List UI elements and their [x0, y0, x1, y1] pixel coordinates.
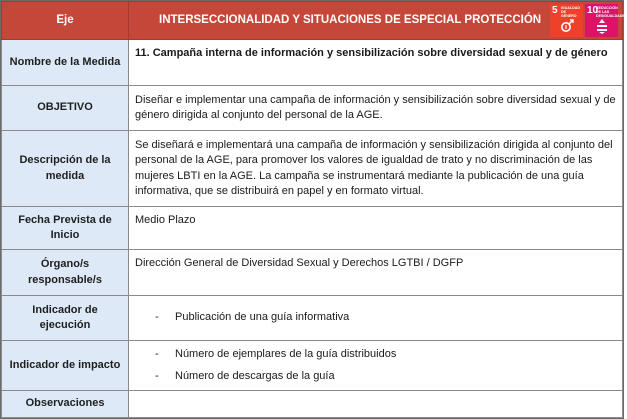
sdg-10-text: REDUCCIÓN DE LAS DESIGUALDADES — [596, 6, 627, 18]
row-fecha — [2, 207, 623, 250]
row-nombre — [2, 40, 623, 86]
impacto-list — [135, 347, 616, 385]
row-observaciones — [2, 391, 623, 418]
sdg-badges — [550, 4, 627, 37]
value-objetivo: Diseñar e implementar una campaña de información y sensibilización sobre diversidad sexual y de género dirigida al conjunto del personal de la AGE. — [129, 86, 623, 131]
gender-equality-icon — [559, 18, 575, 34]
value-observaciones — [129, 391, 623, 418]
label-observaciones: Observaciones — [2, 391, 129, 418]
row-objetivo — [2, 86, 623, 131]
row-ejecucion — [2, 296, 623, 341]
label-fecha: Fecha Prevista de Inicio — [2, 207, 129, 250]
value-fecha: Medio Plazo — [129, 207, 623, 250]
header-title: INTERSECCIONALIDAD Y SITUACIONES DE ESPECIAL PROTECCIÓN — [159, 13, 542, 26]
list-item: - Número de descargas de la guía — [155, 370, 335, 382]
row-descripcion — [2, 131, 623, 207]
value-descripcion: Se diseñará e implementará una campaña de información y sensibilización dirigida al conjunto del personal de la AGE, para promover los valores de igualdad de trato y no discriminación de las mujeres LBTI en la AGE. La campaña se instrumentará mediante la publicación de una guía informativa, que se distribuirá en papel y en formato virtual. — [129, 131, 623, 207]
sdg-5-text: IGUALDAD DE GÉNERO — [561, 6, 580, 18]
label-descripcion: Descripción de la medida — [2, 131, 129, 207]
row-organo — [2, 250, 623, 296]
header-title-cell — [129, 2, 627, 40]
ejecucion-list — [135, 310, 616, 326]
label-ejecucion: Indicador de ejecución — [2, 296, 129, 341]
ejecucion-item-text: Publicación de una guía informativa — [175, 311, 350, 324]
impacto-item-text: Número de ejemplares de la guía distribuidos — [175, 347, 397, 360]
value-impacto — [129, 341, 623, 391]
list-item: - Publicación de una guía informativa — [155, 311, 350, 324]
value-organo: Dirección General de Diversidad Sexual y Derechos LGTBI / DGFP — [129, 250, 623, 296]
label-organo: Órgano/s responsable/s — [2, 250, 129, 296]
label-objetivo: OBJETIVO — [2, 86, 129, 131]
value-nombre: 11. Campaña interna de información y sensibilización sobre diversidad sexual y de género — [129, 40, 623, 86]
sdg-10-number: 10 — [587, 5, 599, 16]
row-impacto — [2, 341, 623, 391]
header-eje: Eje — [2, 2, 129, 40]
sdg-5-number: 5 — [552, 5, 558, 16]
sdg-10-badge — [585, 4, 627, 37]
header-row — [2, 2, 623, 40]
sdg-5-badge — [550, 4, 583, 37]
reduced-inequalities-icon — [594, 18, 610, 34]
impacto-item-text: Número de descargas de la guía — [175, 370, 335, 382]
value-ejecucion — [129, 296, 623, 341]
label-nombre: Nombre de la Medida — [2, 40, 129, 86]
measure-table — [1, 1, 627, 418]
label-impacto: Indicador de impacto — [2, 341, 129, 391]
list-item: - Número de ejemplares de la guía distribuidos — [155, 347, 397, 360]
